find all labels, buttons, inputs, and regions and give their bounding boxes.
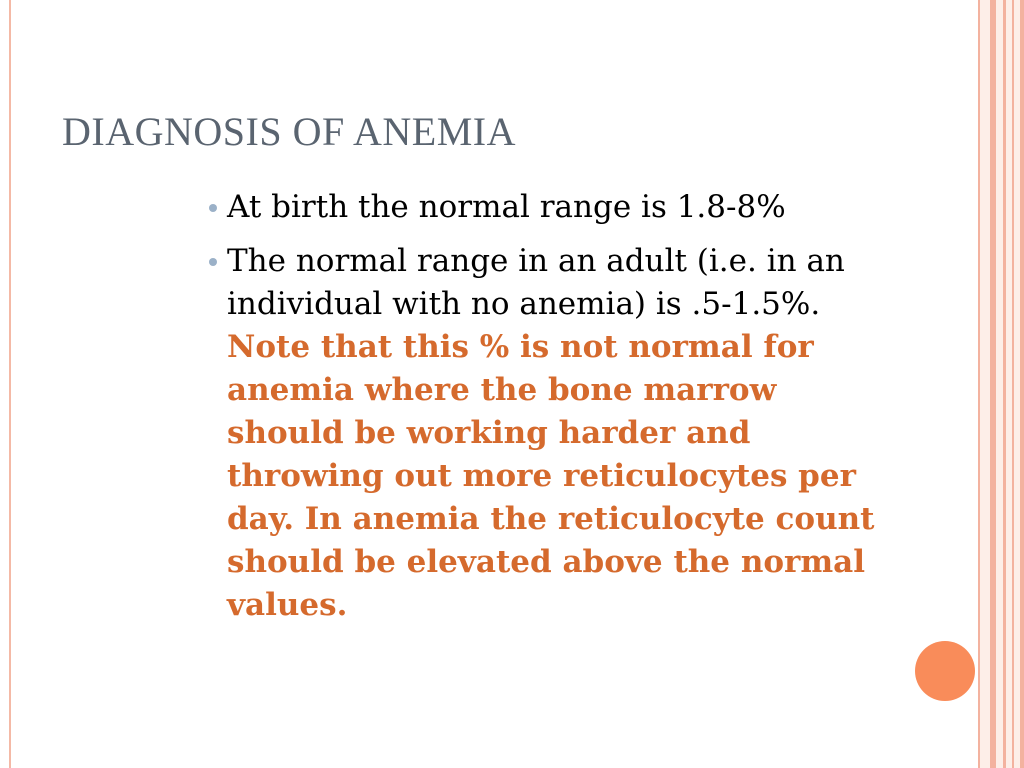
right-border-stripe xyxy=(1003,0,1006,768)
right-border-band xyxy=(978,0,1024,768)
bullet-dot-icon xyxy=(209,258,217,266)
bullet-item xyxy=(204,240,894,627)
bullet-text: At birth the normal range is 1.8-8% xyxy=(227,189,786,225)
right-border-stripe xyxy=(990,0,996,768)
slide-body xyxy=(204,186,894,638)
bullet-dot-icon xyxy=(209,204,217,212)
right-border-stripe xyxy=(1012,0,1014,768)
bullet-item xyxy=(204,186,894,229)
bullet-note: Note that this % is not normal for anemia where the bone marrow should be working harder and throwing out more reticulocytes per day. In anemia the reticulocyte count should be elevated above the normal values. xyxy=(227,286,875,623)
left-border-line xyxy=(9,0,11,768)
bullet-text: The normal range in an adult (i.e. in an individual with no anemia) is .5-1.5%. xyxy=(227,243,845,322)
right-border-stripe xyxy=(978,0,980,768)
slide-title: DIAGNOSIS OF ANEMIA xyxy=(62,109,516,154)
right-border-stripe xyxy=(1020,0,1024,768)
decorative-circle-icon xyxy=(915,641,975,701)
